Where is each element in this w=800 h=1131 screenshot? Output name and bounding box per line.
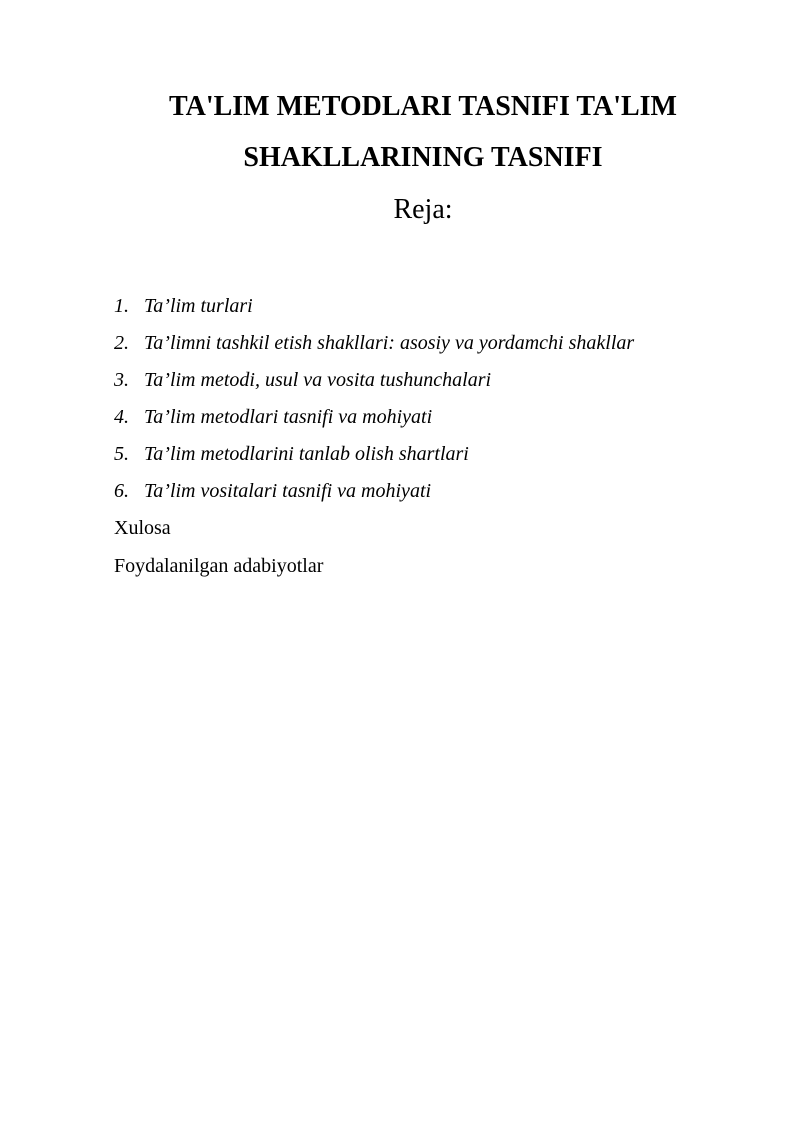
plan-item <box>114 291 634 328</box>
plan-item-text: Ta’limni tashkil etish shakllari: asosiy va yordamchi shakllar <box>144 332 635 354</box>
plan-item-text: Ta’lim metodlarini tanlab olish shartlari <box>144 443 469 465</box>
plan-item-text: Ta’lim metodlari tasnifi va mohiyati <box>144 406 433 428</box>
plan-item <box>114 328 634 365</box>
document-title-line-1: TA'LIM METODLARI TASNIFI TA'LIM <box>169 91 677 122</box>
plan-item-text: Ta’lim turlari <box>144 295 253 317</box>
plan-item-number: 1. <box>114 295 129 317</box>
conclusion-label: Xulosa <box>114 517 171 539</box>
plan-item-number: 4. <box>114 406 129 428</box>
plan-heading: Reja: <box>393 194 453 225</box>
references-label: Foydalanilgan adabiyotlar <box>114 555 324 577</box>
document-title-line-2: SHAKLLARINING TASNIFI <box>243 142 603 173</box>
plan-item-text: Ta’lim vositalari tasnifi va mohiyati <box>144 480 432 502</box>
plan-item <box>114 365 634 402</box>
plan-list <box>114 291 634 513</box>
plan-item-number: 2. <box>114 332 129 354</box>
plan-item-text: Ta’lim metodi, usul va vosita tushunchalari <box>144 369 492 391</box>
plan-item <box>114 476 634 513</box>
plan-item-number: 6. <box>114 480 129 502</box>
plan-item <box>114 439 634 476</box>
plan-item-number: 3. <box>114 369 129 391</box>
plan-item-number: 5. <box>114 443 129 465</box>
plan-item <box>114 402 634 439</box>
